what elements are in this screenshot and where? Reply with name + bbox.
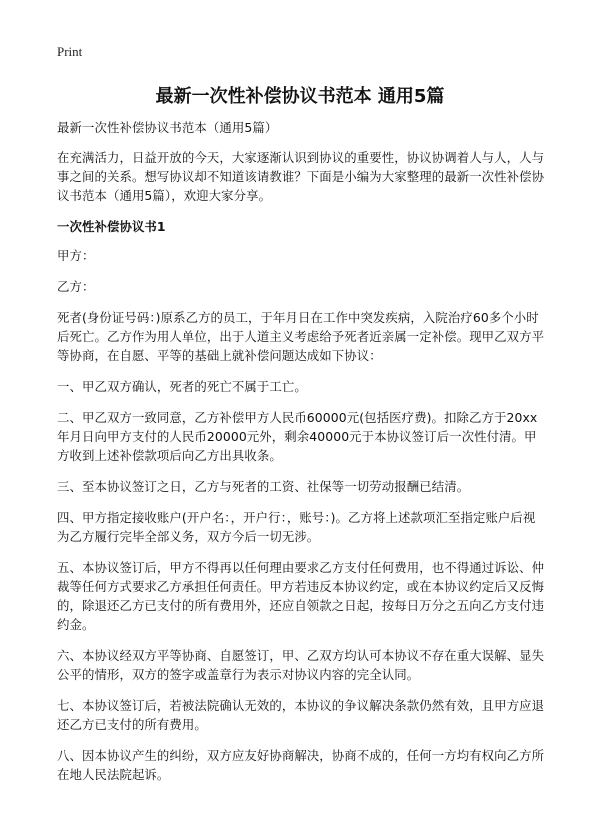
clause-6: 六、本协议经双方平等协商、自愿签订，甲、乙双方均认可本协议不存在重大误解、显失公平的情形，双方的签字或盖章行为表示对协议内容的完全认同。 — [57, 648, 545, 682]
clause-5: 五、本协议签订后，甲方不得再以任何理由要求乙方支付任何费用，也不得通过诉讼、仲裁等任何方式要求乙方承担任何责任。甲方若违反本协议约定，或在本协议约定后又反悔的，除退还乙方已支付的所有费用外，还应自领款之日起，按每日万分之五向乙方支付违约金。 — [57, 560, 545, 632]
clause-2: 二、甲乙双方一致同意，乙方补偿甲方人民币60000元(包括医疗费)。扣除乙方于20xx年月日向甲方支付的人民币20000元外，剩余40000元于本协议签订后一次性付清。甲方收到上述补偿款项后向乙方出具收条。 — [57, 410, 538, 463]
document-subtitle: 最新一次性补偿协议书范本（通用5篇） — [57, 120, 278, 135]
document-title: 最新一次性补偿协议书范本 通用5篇 — [155, 86, 445, 107]
print-link[interactable]: Print — [57, 44, 83, 59]
intro-paragraph: 在充满活力，日益开放的今天，大家逐渐认识到协议的重要性，协议协调着人与人，人与事之间的关系。想写协议却不知道该请教谁？下面是小编为大家整理的最新一次性补偿协议书范本（通用5篇），欢迎大家分享。 — [57, 150, 545, 203]
clause-3: 三、至本协议签订之日，乙方与死者的工资、社保等一切劳动报酬已结清。 — [57, 479, 470, 494]
clause-4: 四、甲方指定接收账户(开户名：，开户行：，账号：)。乙方将上述款项汇至指定账户后视为乙方履行完毕全部义务，双方今后一切无涉。 — [57, 510, 536, 544]
body-paragraph: 死者(身份证号码：)原系乙方的员工，于年月日在工作中突发疾病，入院治疗60多个小时后死亡。乙方作为用人单位，出于人道主义考虑给予死者近亲属一定补偿。现甲乙双方平等协商，在自愿、平等的基础上就补偿问题达成如下协议： — [57, 310, 545, 363]
document-body — [57, 118, 547, 796]
clause-7: 七、本协议签订后，若被法院确认无效的，本协议的争议解决条款仍然有效，且甲方应退还乙方已支付的所有费用。 — [57, 698, 545, 732]
clause-8: 八、因本协议产生的纠纷，双方应友好协商解决，协商不成的，任何一方均有权向乙方所在地人民法院起诉。 — [57, 748, 545, 782]
party-a-line: 甲方： — [57, 248, 95, 263]
section-heading: 一次性补偿协议书1 — [57, 219, 166, 234]
party-b-line: 乙方： — [57, 279, 95, 294]
clause-1: 一、甲乙双方确认，死者的死亡不属于工亡。 — [57, 379, 307, 394]
